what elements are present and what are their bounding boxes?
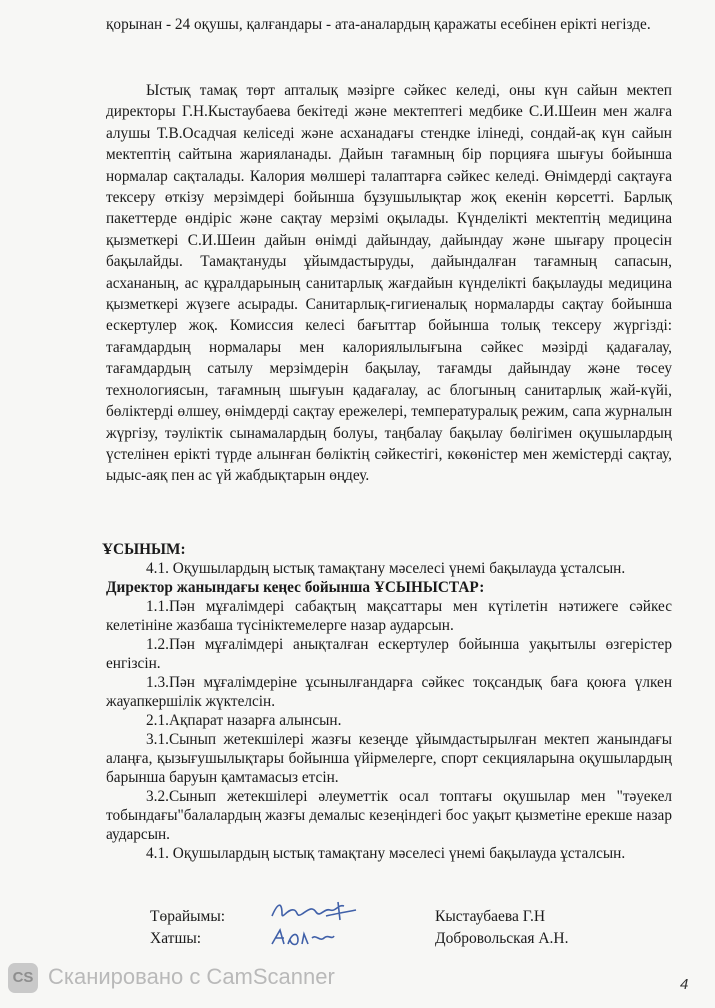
proposal-3-1: 3.1.Сынып жетекшілері жазғы кезеңде ұйымдастырылған мектеп жанындағы алаңға, қызығушылықтары бойынша үйірмелерге, спорт секцияларына оқушылардың барынша баруын қамтамасыз етсін.	[106, 731, 672, 786]
proposal-1-1: 1.1.Пән мұғалімдері сабақтың мақсаттары мен күтілетін нәтижеге сәйкес келетініне жазбаша түсініктемелерге назар аударсын.	[106, 598, 672, 634]
secretary-label: Хатшы:	[150, 930, 202, 947]
proposal-1-3: 1.3.Пән мұғалімдеріне ұсынылғандарға сәйкес тоқсандық баға қоюға үлкен жауапкершілік жүктелсін.	[106, 674, 672, 710]
text-block-main	[106, 80, 672, 487]
camscanner-logo-icon: CS	[8, 963, 38, 993]
recommendation-4-1: 4.1. Оқушылардың ыстық тамақтану мәселесі үнемі бақылауда ұсталсын.	[146, 560, 626, 577]
chair-label: Төрайымы:	[150, 908, 226, 925]
chair-signature-icon	[268, 898, 358, 926]
paragraph-continuation: қорынан - 24 оқушы, қалғандары - ата-аналардың қаражаты есебінен ерікті негізде.	[106, 16, 651, 33]
camscanner-footer	[0, 957, 715, 1007]
secretary-name: Добровольская А.Н.	[435, 930, 569, 947]
heading-recommendation: ҰСЫНЫМ:	[102, 541, 186, 558]
recommendations-block	[102, 540, 672, 863]
proposal-3-2: 3.2.Сынып жетекшілері әлеуметтік осал топтағы оқушылар мен "тәуекел тобындағы"балалардың жазғы демалыс кезеңіндегі бос уақыт қызметіне ерекше назар аударсын.	[106, 788, 672, 843]
text-block-top	[106, 14, 672, 35]
chair-name: Кыстаубаева Г.Н	[435, 908, 546, 925]
secretary-signature-icon	[268, 926, 338, 950]
camscanner-watermark: Сканировано с CamScanner	[48, 964, 335, 989]
proposal-4-1: 4.1. Оқушылардың ыстық тамақтану мәселесі үнемі бақылауда ұсталсын.	[146, 845, 626, 862]
proposal-1-2: 1.2.Пән мұғалімдері анықталған ескертулер бойынша уақытылы өзгерістер енгізсін.	[106, 636, 672, 672]
proposal-2-1: 2.1.Ақпарат назарға алынсын.	[146, 712, 342, 729]
heading-council-proposals: Директор жанындағы кеңес бойынша ҰСЫНЫСТАР:	[106, 579, 485, 596]
page-number: 4	[680, 976, 689, 993]
paragraph-hot-meals: Ыстық тамақ төрт апталық мәзірге сәйкес келеді, оны күн сайын мектеп директоры Г.Н.Кыстаубаева бекітеді және мектептегі медбике С.И.Шеин мен жалға алушы Т.В.Осадчая келіседі және асханадағы стендке ілінеді, сондай-ақ күн сайын мектептің сайтына жарияланады. Дайын тағамның бір порцияға шығуы бойынша нормалар сақталады. Калория мөлшері талаптарға сәйкес келеді. Өнімдерді сақтауға тексеру өткізу мерзімдері бойынша бұзушылықтар жоқ екенін көрсетті. Барлық пакеттерде өндіріс және сақтау мерзімі оқылады. Күнделікті мектептің медицина қызметкері С.И.Шеин дайын өнімді дайындау, дайындау және шығару процесін бақылайды. Тамақтануды ұйымдастыруды, дайындалған тағамның сапасын, асхананың, ас құралдарының санитарлық жағдайын күнделікті бақылауды медицина қызметкері жүзеге асырады. Санитарлық-гигиеналық нормаларды сақтау бойынша ескертулер жоқ. Комиссия келесі бағыттар бойынша толық тексеру жүргізді: тағамдардың нормалары мен калориялылығына сәйкес мәзірді қадағалау, тағамдардың сатылу мерзімдерін бақылау, тағамды дайындау және төсеу технологиясын, тағамның шығуын қадағалау, ас блогының санитарлық жай-күйі, бөліктерді өлшеу, өнімдерді сақтау ережелері, температуралық режим, сапа журналын жүргізу, тәуліктік сынамалардың болуы, таңбалау бақылау бөлігімен оқушылардың үстелінен ерікті түрде алынған бөліктің сәйкестігі, көкөністер мен жемістерді сақтау, ыдыс-аяқ пен ас үй жабдықтарын өңдеу.	[106, 82, 672, 485]
